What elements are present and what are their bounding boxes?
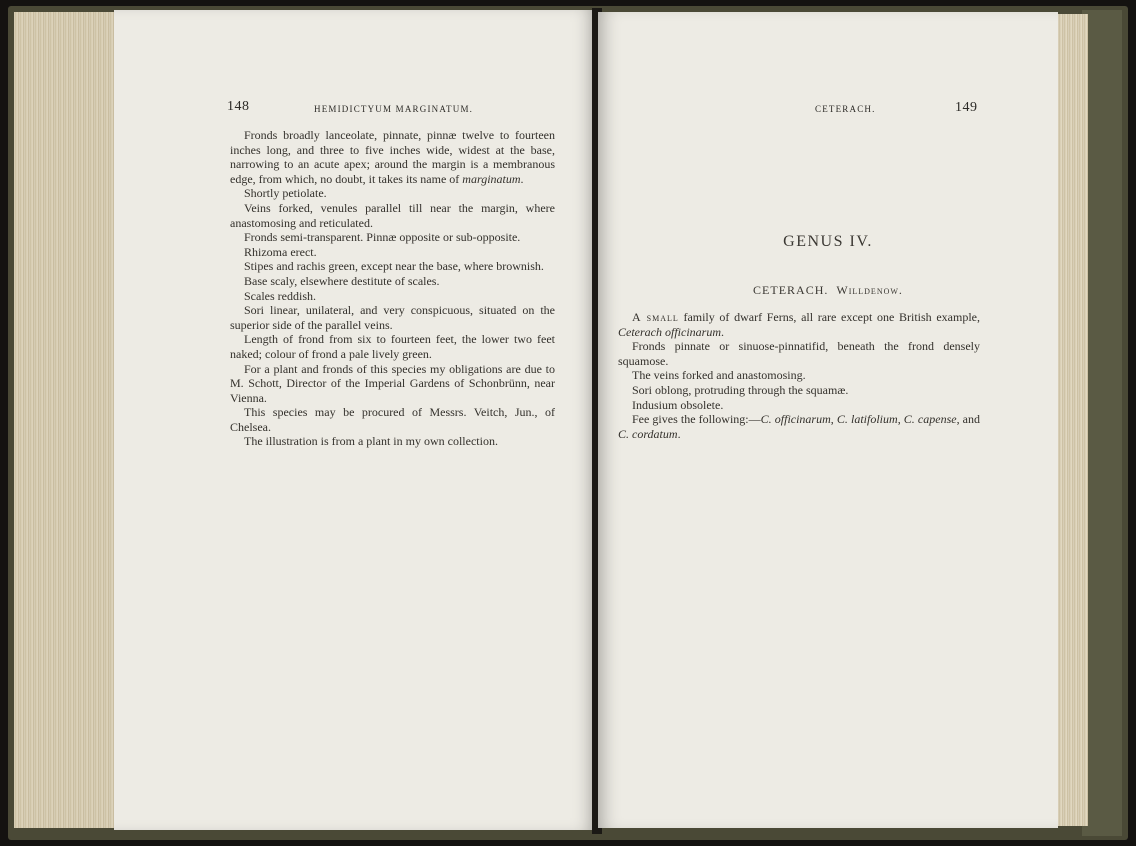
paragraph: Fronds broadly lanceolate, pinnate, pinnæ twelve to fourteen inches long, and three to five inches wide, widest at the base, narrowing to an acute apex; around the margin is a membranous edge, from which, no doubt, it takes its name of marginatum. bbox=[230, 128, 555, 186]
paragraph: Length of frond from six to fourteen feet, the lower two feet naked; colour of frond a pale lively green. bbox=[230, 332, 555, 361]
paragraph: Shortly petiolate. bbox=[244, 186, 327, 201]
paragraph: The illustration is from a plant in my own collection. bbox=[244, 434, 498, 449]
paragraph: The veins forked and anastomosing. bbox=[632, 368, 806, 383]
page-number-left: 148 bbox=[227, 99, 250, 114]
genus-name: CETERACH. bbox=[753, 283, 829, 297]
genus-author: Willdenow. bbox=[836, 283, 903, 297]
paragraph: Fee gives the following:—C. officinarum, C. latifolium, C. capense, and C. cordatum. bbox=[618, 412, 980, 441]
left-page-body bbox=[230, 128, 555, 449]
paragraph: Rhizoma erect. bbox=[244, 244, 317, 259]
paragraph: Stipes and rachis green, except near the base, where brownish. bbox=[244, 259, 544, 274]
paragraph: Veins forked, venules parallel till near the margin, where anastomosing and reticulated. bbox=[230, 200, 555, 230]
paragraph: For a plant and fronds of this species my obligations are due to M. Schott, Director of the Imperial Gardens of Schonbrünn, near Vienna. bbox=[230, 361, 555, 405]
paragraph: Fronds pinnate or sinuose-pinnatifid, beneath the frond densely squamose. bbox=[618, 339, 980, 368]
page-edges-right bbox=[1058, 14, 1088, 826]
genus-title bbox=[598, 283, 1058, 298]
paragraph: A small family of dwarf Ferns, all rare except one British example, Ceterach officinarum. bbox=[618, 310, 980, 339]
paragraph: Scales reddish. bbox=[244, 288, 316, 303]
book-cover-right-edge bbox=[1082, 10, 1122, 836]
page-number-right: 149 bbox=[955, 100, 978, 115]
right-page-body bbox=[618, 310, 980, 441]
paragraph: This species may be procured of Messrs. Veitch, Jun., of Chelsea. bbox=[230, 405, 555, 434]
paragraph: Base scaly, elsewhere destitute of scales. bbox=[244, 273, 440, 288]
genus-heading: GENUS IV. bbox=[783, 233, 873, 250]
page-edges-left bbox=[14, 12, 114, 828]
paragraph: Indusium obsolete. bbox=[632, 397, 724, 412]
left-page bbox=[114, 10, 596, 830]
right-page bbox=[598, 12, 1058, 828]
running-head-left: HEMIDICTYUM MARGINATUM. bbox=[314, 104, 474, 114]
paragraph: Fronds semi-transparent. Pinnæ opposite or sub-opposite. bbox=[244, 230, 521, 245]
running-head-right: CETERACH. bbox=[815, 104, 876, 114]
paragraph: Sori linear, unilateral, and very conspicuous, situated on the superior side of the parallel veins. bbox=[230, 303, 555, 332]
paragraph: Sori oblong, protruding through the squamæ. bbox=[632, 382, 849, 397]
